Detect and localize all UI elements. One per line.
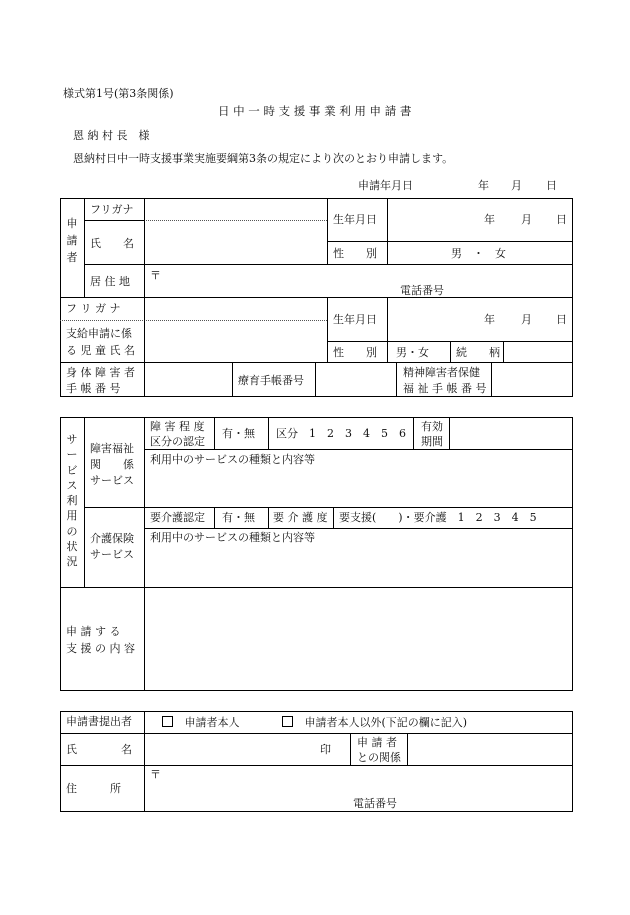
care-in-use-label: 利用中のサービスの種類と内容等 bbox=[150, 531, 315, 544]
submitter-address-label: 住 所 bbox=[66, 782, 121, 795]
submitter-name-label: 氏 名 bbox=[66, 743, 132, 756]
submitter-other-label: 申請者本人以外(下記の欄に記入) bbox=[304, 716, 468, 729]
applicant-dob-month: 月 bbox=[521, 213, 532, 226]
apply-month: 月 bbox=[511, 179, 522, 192]
care-level-scale: 要支援( )・要介護 1 2 3 4 5 bbox=[339, 511, 537, 524]
child-dob-month: 月 bbox=[521, 313, 532, 326]
submitter-other-option[interactable] bbox=[282, 716, 467, 728]
applicant-postal-mark: 〒 bbox=[150, 269, 161, 282]
welfare-service-label-3: サービス bbox=[90, 474, 134, 487]
child-furigana-label: フ リ ガ ナ bbox=[66, 302, 121, 315]
apply-day: 日 bbox=[546, 179, 557, 192]
submitter-self-label: 申請者本人 bbox=[184, 716, 240, 729]
disability-degree-yes-no: 有・無 bbox=[222, 427, 255, 440]
care-level-label: 要 介 護 度 bbox=[273, 511, 328, 524]
applicant-dob-label: 生年月日 bbox=[333, 213, 377, 226]
child-dob-label: 生年月日 bbox=[333, 313, 377, 326]
child-dob-year: 年 bbox=[484, 313, 495, 326]
applicant-name-label: 氏 名 bbox=[90, 237, 134, 250]
applicant-sex-label: 性 別 bbox=[333, 247, 377, 260]
statement: 恩納村日中一時支援事業実施要綱第3条の規定により次のとおり申請します。 bbox=[73, 152, 454, 165]
submitter-other-checkbox[interactable] bbox=[282, 716, 293, 727]
care-insurance-label-2: サービス bbox=[90, 548, 134, 561]
ryoiku-handbook-label: 療育手帳番号 bbox=[238, 374, 304, 387]
submitter-self-checkbox[interactable] bbox=[162, 716, 173, 727]
disability-degree-label-1: 障 害 程 度 bbox=[150, 420, 205, 433]
applicant-address-label: 居 住 地 bbox=[90, 275, 130, 288]
apply-year: 年 bbox=[478, 179, 489, 192]
care-insurance-label-1: 介護保険 bbox=[90, 532, 134, 545]
service-group-label: サ ー ビ ス 利 用 の 状 況 bbox=[66, 433, 78, 569]
applicant-sex-value: 男 ・ 女 bbox=[451, 247, 506, 260]
disability-category-scale: 区分 1 2 3 4 5 6 bbox=[276, 427, 406, 440]
form-number: 様式第1号(第3条関係) bbox=[63, 87, 174, 100]
seal-mark: 印 bbox=[320, 743, 331, 756]
welfare-service-label-1: 障害福祉 bbox=[90, 442, 134, 455]
submitter-postal-mark: 〒 bbox=[150, 768, 161, 781]
applicant-dob-year: 年 bbox=[484, 213, 495, 226]
valid-period-label-1: 有効 bbox=[421, 420, 443, 433]
physical-handbook-label-1: 身 体 障 害 者 bbox=[66, 366, 135, 379]
relation-label-1: 申 請 者 bbox=[357, 736, 397, 749]
child-sex-value: 男・女 bbox=[396, 346, 429, 359]
submitter-label: 申請書提出者 bbox=[66, 715, 132, 728]
disability-degree-label-2: 区分の認定 bbox=[150, 435, 205, 448]
applicant-phone-label: 電話番号 bbox=[400, 284, 444, 297]
mental-handbook-label-1: 精神障害者保健 bbox=[403, 366, 480, 379]
submitter-phone-label: 電話番号 bbox=[353, 797, 397, 810]
valid-period-label-2: 期間 bbox=[421, 435, 443, 448]
child-sex-label: 性 別 bbox=[333, 346, 377, 359]
form-title: 日 中 一 時 支 援 事 業 利 用 申 請 書 bbox=[218, 104, 412, 118]
submitter-self-option[interactable] bbox=[162, 716, 240, 728]
applicant-dob-day: 日 bbox=[556, 213, 567, 226]
care-cert-label: 要介護認定 bbox=[150, 511, 205, 524]
support-content-label-1: 申 請 す る bbox=[66, 625, 121, 638]
support-content-label-2: 支 援 の 内 容 bbox=[66, 642, 135, 655]
mental-handbook-label-2: 福 祉 手 帳 番 号 bbox=[403, 382, 487, 395]
welfare-service-label-2: 関 係 bbox=[90, 458, 134, 471]
child-relation-label: 続 柄 bbox=[456, 346, 500, 359]
welfare-in-use-label: 利用中のサービスの種類と内容等 bbox=[150, 453, 315, 466]
child-name-label-1: 支給申請に係 bbox=[66, 327, 132, 340]
care-cert-yes-no: 有・無 bbox=[222, 511, 255, 524]
addressee: 恩 納 村 長 様 bbox=[73, 129, 150, 142]
apply-date-label: 申請年月日 bbox=[358, 179, 413, 192]
physical-handbook-label-2: 手 帳 番 号 bbox=[66, 382, 121, 395]
relation-label-2: との関係 bbox=[357, 751, 401, 764]
child-dob-day: 日 bbox=[556, 313, 567, 326]
applicant-furigana-label: フリガナ bbox=[90, 203, 134, 216]
applicant-group-label: 申 請 者 bbox=[66, 217, 78, 264]
child-name-label-2: る 児 童 氏 名 bbox=[66, 344, 135, 357]
